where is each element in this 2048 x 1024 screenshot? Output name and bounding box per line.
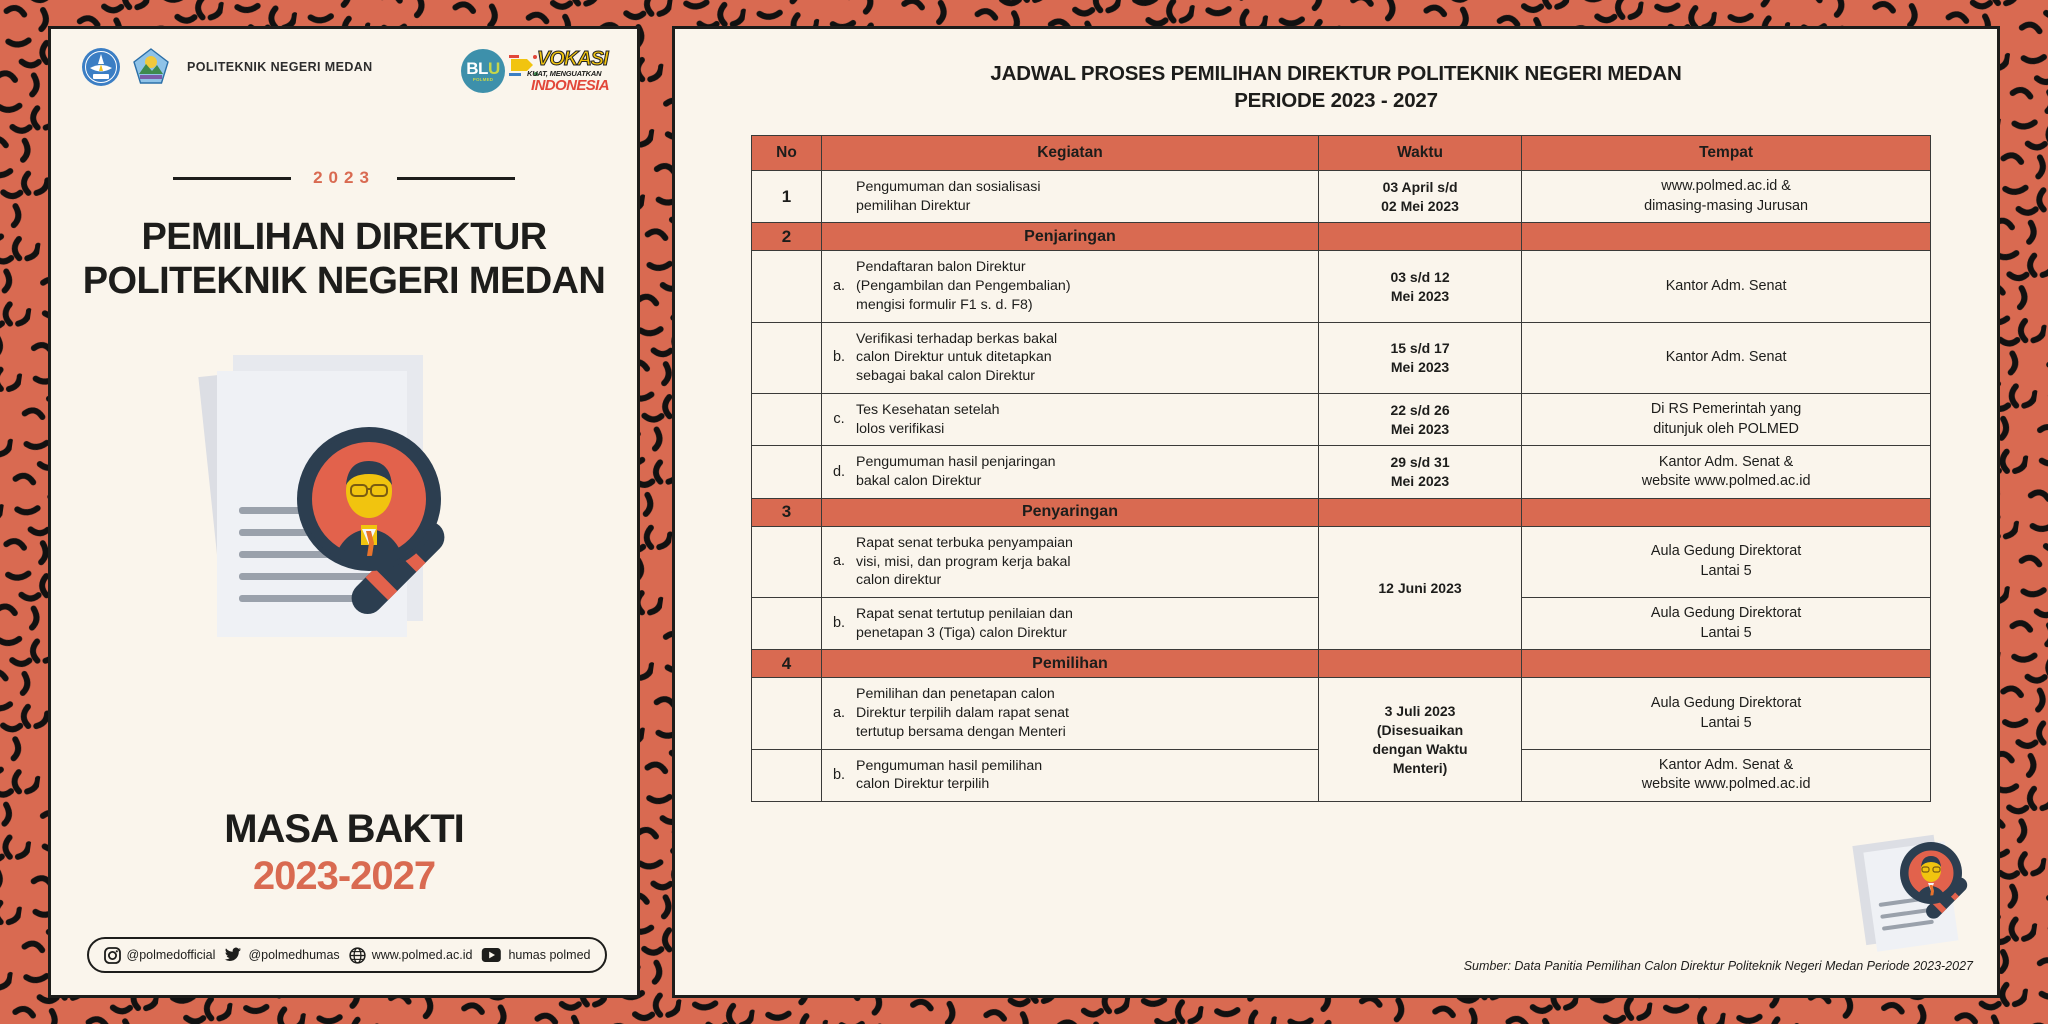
row-kegiatan-text: Pengumuman dan sosialisasi pemilihan Direktur (856, 179, 1041, 214)
row-tempat: www.polmed.ac.id & dimasing-masing Jurusan (1522, 171, 1931, 223)
schedule-title (675, 61, 1997, 114)
row-kegiatan (822, 251, 1319, 322)
row-letter: a. (832, 278, 846, 294)
source-note: Sumber: Data Panitia Pemilihan Calon Direktur Politeknik Negeri Medan Periode 2023-2027 (1463, 959, 1973, 973)
row-waktu: 3 Juli 2023 (Disesuaikan dengan Waktu Menteri) (1318, 678, 1521, 802)
row-letter: b. (832, 766, 846, 783)
institution-name-label: POLITEKNIK NEGERI MEDAN (187, 60, 373, 74)
blu-logo-icon (461, 49, 505, 93)
row-number: 1 (752, 171, 822, 223)
row-kegiatan-text: Rapat senat tertutup penilaian dan penetapan 3 (Tiga) calon Direktur (856, 606, 1073, 641)
row-number (752, 678, 822, 749)
table-row (752, 322, 1931, 393)
table-section-row (752, 223, 1931, 251)
table-row (752, 446, 1931, 498)
candidate-search-illustration (191, 319, 507, 739)
row-number (752, 251, 822, 322)
section-waktu-cell (1318, 223, 1521, 251)
row-tempat: Aula Gedung Direktorat Lantai 5 (1522, 598, 1931, 650)
vokasi-logo-line1: VOKASI (537, 48, 608, 70)
social-handle-website: www.polmed.ac.id (371, 948, 473, 962)
row-letter: b. (832, 615, 846, 632)
social-handle-twitter: @polmedhumas (248, 948, 340, 962)
row-kegiatan (822, 322, 1319, 393)
divider-left (173, 177, 291, 180)
section-label: Penjaringan (822, 223, 1319, 251)
row-waktu: 22 s/d 26 Mei 2023 (1318, 393, 1521, 445)
globe-icon (349, 947, 366, 964)
row-kegiatan-text: Pendaftaran balon Direktur (Pengambilan dan Pengembalian) mengisi formulir F1 s. d. F8) (856, 259, 1071, 313)
row-number (752, 393, 822, 445)
row-waktu: 29 s/d 31 Mei 2023 (1318, 446, 1521, 498)
twitter-icon (224, 947, 242, 963)
row-tempat: Di RS Pemerintah yang ditunjuk oleh POLMED (1522, 393, 1931, 445)
vokasi-logo-line3: INDONESIA (531, 77, 609, 94)
section-label: Penyaringan (822, 498, 1319, 526)
table-row (752, 678, 1931, 749)
row-waktu: 15 s/d 17 Mei 2023 (1318, 322, 1521, 393)
row-waktu: 12 Juni 2023 (1318, 526, 1521, 650)
section-label: Pemilihan (822, 650, 1319, 678)
row-kegiatan (822, 526, 1319, 597)
table-row (752, 171, 1931, 223)
row-kegiatan (822, 393, 1319, 445)
row-waktu: 03 April s/d 02 Mei 2023 (1318, 171, 1521, 223)
divider-right (397, 177, 515, 180)
vokasi-logo-line2: KUAT, MENGUATKAN (527, 69, 602, 78)
social-item-website[interactable] (349, 947, 473, 964)
masa-bakti-years: 2023-2027 (252, 854, 436, 898)
poster-left-panel (48, 26, 640, 998)
section-number: 4 (752, 650, 822, 678)
masa-bakti-label: MASA BAKTI (224, 807, 464, 851)
kemendikbud-logo-icon (81, 47, 121, 87)
row-kegiatan-text: Pemilihan dan penetapan calon Direktur terpilih dalam rapat senat tertutup bersama dengan Menteri (856, 686, 1069, 740)
year-badge-row (51, 168, 637, 188)
row-number (752, 526, 822, 597)
row-kegiatan-text: Verifikasi terhadap berkas bakal calon Direktur untuk ditetapkan sebagai bakal calon Direktur (856, 330, 1058, 385)
instagram-icon (104, 947, 121, 964)
corner-search-illustration (1851, 823, 2001, 953)
row-tempat: Kantor Adm. Senat (1522, 322, 1931, 393)
blu-vokasi-logo-row (461, 47, 613, 95)
social-item-instagram[interactable] (104, 947, 216, 964)
polmed-logo-icon (131, 47, 171, 87)
row-kegiatan (822, 678, 1319, 749)
row-tempat: Kantor Adm. Senat & website www.polmed.ac.id (1522, 749, 1931, 801)
row-waktu: 03 s/d 12 Mei 2023 (1318, 251, 1521, 322)
column-header-tempat: Tempat (1522, 136, 1931, 171)
row-kegiatan (822, 749, 1319, 801)
column-header-no: No (752, 136, 822, 171)
section-tempat-cell (1522, 498, 1931, 526)
table-row (752, 393, 1931, 445)
row-kegiatan-text: Pengumuman hasil penjaringan bakal calon Direktur (856, 454, 1056, 490)
social-media-bar (87, 937, 607, 973)
table-header-row (752, 136, 1931, 171)
poster-right-panel (672, 26, 2000, 998)
institution-logo-row (81, 47, 373, 87)
table-row (752, 526, 1931, 597)
row-letter: a. (832, 705, 846, 722)
schedule-title-line2: PERIODE 2023 - 2027 (1234, 88, 1438, 112)
row-kegiatan (822, 598, 1319, 650)
row-tempat: Kantor Adm. Senat & website www.polmed.ac.id (1522, 446, 1931, 498)
row-number (752, 749, 822, 801)
section-waktu-cell (1318, 498, 1521, 526)
year-badge: 2023 (313, 168, 375, 187)
row-kegiatan-text: Tes Kesehatan setelah lolos verifikasi (856, 401, 1000, 437)
page-title-line2: POLITEKNIK NEGERI MEDAN (82, 260, 606, 303)
column-header-waktu: Waktu (1318, 136, 1521, 171)
page-title-line1: PEMILIHAN DIREKTUR (141, 216, 547, 258)
schedule-title-line1: JADWAL PROSES PEMILIHAN DIREKTUR POLITEKNIK NEGERI MEDAN (990, 62, 1682, 85)
blu-logo-subtext: POLMED (472, 77, 494, 82)
table-row (752, 251, 1931, 322)
table-body (752, 171, 1931, 802)
row-number (752, 322, 822, 393)
blu-logo-text: BLU (466, 59, 500, 78)
section-number: 2 (752, 223, 822, 251)
section-tempat-cell (1522, 650, 1931, 678)
row-number (752, 598, 822, 650)
row-kegiatan (822, 446, 1319, 498)
row-kegiatan (822, 171, 1319, 223)
social-item-youtube[interactable] (481, 947, 590, 963)
row-tempat: Aula Gedung Direktorat Lantai 5 (1522, 678, 1931, 749)
vokasi-logo-icon (513, 47, 613, 95)
youtube-icon (481, 947, 502, 963)
social-handle-instagram: @polmedofficial (126, 948, 216, 962)
section-number: 3 (752, 498, 822, 526)
column-header-kegiatan: Kegiatan (822, 136, 1319, 171)
page-title (51, 215, 637, 303)
social-handle-youtube: humas polmed (508, 948, 591, 962)
row-letter: c. (833, 411, 845, 428)
row-number (752, 446, 822, 498)
row-letter: a. (832, 553, 846, 570)
row-letter: d. (832, 463, 846, 480)
table-section-row (752, 498, 1931, 526)
section-tempat-cell (1522, 223, 1931, 251)
row-tempat: Kantor Adm. Senat (1522, 251, 1931, 322)
section-waktu-cell (1318, 650, 1521, 678)
row-tempat: Aula Gedung Direktorat Lantai 5 (1522, 526, 1931, 597)
social-item-twitter[interactable] (224, 947, 339, 963)
row-letter: b. (832, 349, 846, 366)
table-section-row (752, 650, 1931, 678)
schedule-table (751, 135, 1931, 802)
row-kegiatan-text: Rapat senat terbuka penyampaian visi, misi, dan program kerja bakal calon direktur (856, 534, 1073, 589)
row-kegiatan-text: Pengumuman hasil pemilihan calon Direktur terpilih (856, 757, 1043, 793)
